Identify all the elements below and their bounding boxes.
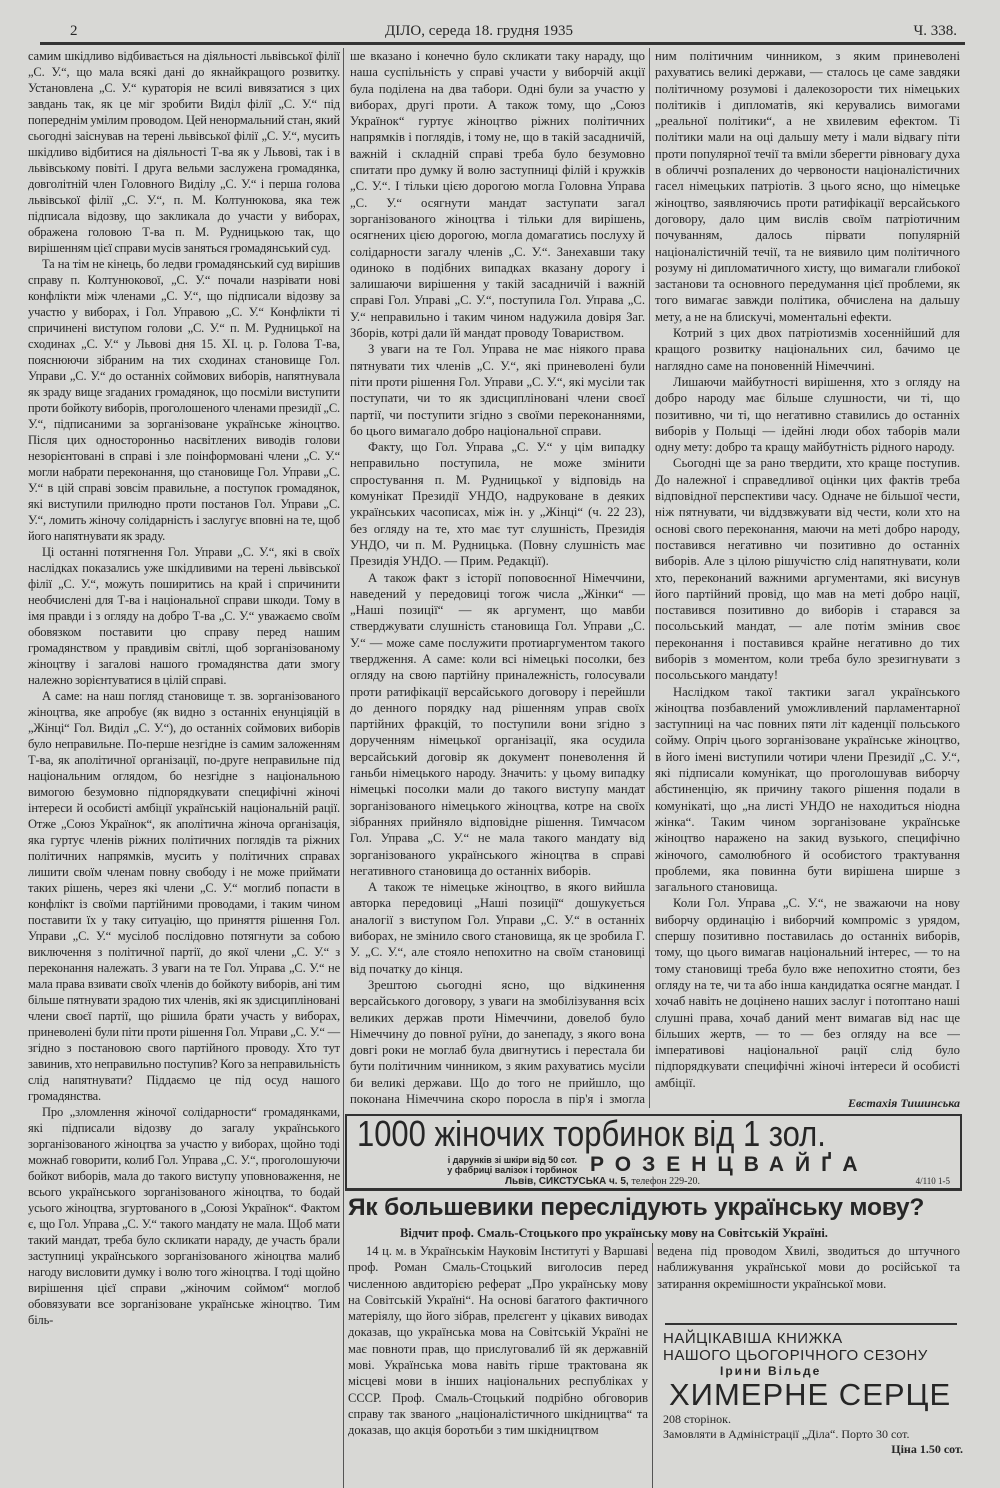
ad-details <box>387 1155 577 1175</box>
paragraph: З уваги на те Гол. Управа не має ніякого права пятнувати тих членів „С. У.“, які приневолені були піти проти рішення Гол. Управи „С. У.“, які мусіли так поступати, чи то як здисципліновані члени своєї партії, чи поступити згідно з своїми переконаннями, бо цього вимагало добро національної справи. <box>350 342 645 438</box>
news-column-1 <box>348 1243 648 1439</box>
ad-line: у фабриці валізок і торбинок <box>447 1165 577 1175</box>
paragraph: А також факт з історії поповоєнної Німеччини, наведений у передовиці тогож числа „Жінки“ — „Наші позиції“ — як аргумент, що мавби стверджувати слушність становища Гол. Управи „С. У.“ — може саме послужити протиаргументом такого твердження. А саме: коли всі німецькі посолки, без огляду на свою партійну приналежність, голосували проти ратифікації версайського договору і перейшли до денного порядку над рішенням управ своїх партійних фракцій, то поступили вони згідно з дорученням німецької організації, яка осудила версайський договір як документ поневолення й ганьби німецького народу. Значить: у цьому випадку німецькі посолки мали до такого виступу мандат зорганізованого німецького жіноцтва, котре на своїх зібраннях прийняло відповідне рішення. Тимчасом Гол. Управа „С. У.“ не мала такого мандату від зорганізованого українського жіноцтва в справі негативного становища до останніх виборів. <box>350 570 645 878</box>
paragraph: Факту, що Гол. Управа „С. У.“ у цім випадку неправильно поступила, не може змінити спростування п. М. Рудницької у відповідь на комунікат Президії УНДО, надруковане в деяких українських часописах, між ін. у „Жінці“ (ч. 22 23), без огляду на те, хто має тут слушність, Президія УНДО, чи п. М. Рудницька. (Повну слушність має Президія УНДО. — Прим. Редакції). <box>350 440 645 569</box>
ad-line: і дарунків зі шкіри від 50 сот. <box>447 1155 577 1165</box>
news-column-2 <box>657 1243 960 1292</box>
page-header <box>40 20 965 42</box>
paragraph: Наслідком такої тактики загал українського жіноцтва позбавлений уможливлений парламентарної заступниці на час повних пяти літ каденції польського сойму. Опріч цього зорганізоване українське жіноцтво, в його імені виступили чотири члени Президії „С. У.“, які підписали комунікат, що проголошував виборчу абстиненцію, як причину такого рішення подали в комунікаті, що „на листі УНДО не находиться ніодна жінка“. Таким чином зорганізоване українське жіноцтво наражено на закид вузького, специфічно жіночого, самолюбного й особистого трактування проблеми, яка повинна бути вирішена ширше з загального становища. <box>655 684 960 895</box>
ad-address <box>505 1176 700 1187</box>
news-headline: Як большевики переслідують українську мову? <box>348 1194 925 1221</box>
issue-number: Ч. 338. <box>913 23 957 39</box>
ad-phone: телефон 229-20. <box>631 1176 701 1187</box>
paragraph: Лишаючи майбутності вирішення, хто з огляду на добро народу має більше слушности, чи ті, що позитивно, чи ті, що негативно ставились до останніх виборів у Польщі — ідейні люди обох таборів мали одну мету: добро та кращу майбутність рідного народу. <box>655 374 960 455</box>
column-divider <box>652 1243 653 1488</box>
book-order-info: Замовляти в Адміністрації „Діла“. Порто 30 сот. <box>663 1427 910 1441</box>
book-pages: 208 сторінок. <box>663 1412 731 1426</box>
paragraph: Зрештою сьогодні ясно, що відкинення версайського договору, з уваги на змобілізування всіх великих держав проти Німеччини, довелоб було Німеччину до повної руїни, до занепаду, з якого вона довгі роки не моглаб була двигнутись і перестала би бути політичним чинником, з яким рахуватись мусіли би великі держави. Що до того не прийшло, що поконана Німеччина скоро поросла в пір'я і змогла <box>350 977 645 1106</box>
paragraph: Та на тім не кінець, бо ледви громадянський суд вирішив справу п. Колтунюкової, „С. У.“ почали назрівати нові конфлікти між членами „С. У.“, що підписали відозву за участю у виборах, і Гол. Управою „С. У.“ Конфлікти ті спричинені виступом голови „С. У.“ п. М. Рудницької на сходинах „С. У.“ у Львові дня 15. XI. ц. р. Голова Т-ва, пояснюючи зібраним на тих сходинах становище Гол. Управи „С. У.“ до останніх соймових виборів, напятнувала як зраду вище згаданих громадянок, що посміли виступити проти бойкоту виборів, проголошеного членами президії „С. У.“, підписаними за зорганізоване українське жіноцтво. Після цих односторонньо насвітлених виводів голови незорієнтовані в справі і зле поінформовані члени „С. У.“ могли набрати переконання, що становище Гол. Управи „С. У.“ в цій справі зовсім правильне, а поступок громадянок, які виступили прилюдно проти постанов Гол. Управи „С. У.“, ломить жіночу солідарність і заслугує вповні на те, щоб його напятнувати як зраду. <box>28 257 340 543</box>
news-subheadline: Відчит проф. Смаль-Стоцького про українську мову на Совітській Україні. <box>400 1226 828 1240</box>
book-author: Ірини Вільде <box>720 1364 822 1378</box>
article-column-2 <box>350 48 645 1108</box>
ad-street: Львів, СИКСТУСЬКА ч. 5, <box>505 1176 629 1187</box>
paragraph: Ці останні потягнення Гол. Управи „С. У.“, які в своїх наслідках показались уже шкідливими на терені львівської філії „С. У.“, можуть поширитись на край і спричинити необчислені для Т-ва і національної справи шкоди. Тому в імя правди і з огляду на добро Т-ва „С. У.“ уважаємо своїм обовязком поставити цю справу перед нашим громадянством у правдивім світлі, щоб зорганізованому жіноцтву і загалові нашого громадянства дати змогу належно зорієнтуватися в цілій справі. <box>28 545 340 687</box>
ad-headline: 1000 жіночих торбинок від 1 зол. <box>357 1113 826 1154</box>
book-price: Ціна 1.50 сот. <box>891 1442 963 1456</box>
paragraph: ним політичним чинником, з яким приневолені рахуватись великі держави, — сталось це саме завдяки політичному розумові і далекозорости тих німецьких політиків і дипломатів, які керувались вимогами „реальної політики“, а не хвилевим ефектом. Ті політики мали на оці дальшу мету і мали відвагу піти проти популярної течії та вміли зберегти рівновагу духа в обличчі розпалених до червоности націоналістичних гасел німецьких патріотів. З цього ясно, що німецьке жіноцтво, заявляючись проти ратифікації версайського договору, дало цим вислів своїм патріотичним почуванням, далось пірвати популярній націоналістичній течії, та не виявило цим політичного розуму ні дипломатичного хисту, що вимагали глибокої застанови та основного передумання цієї проблеми, як того вимагає завжди політика, обчислена на дальшу мету, а не на блискучі, моментальні ефекти. <box>655 49 960 324</box>
paragraph: ше вказано і конечно було скликати таку нараду, що наша суспільність у справі участи у виборчій акції була поділена на два табори. Одні були за участю у виборах, другі проти. А також тому, що „Союз Українок“ гуртує жіноцтво ріжних політичних напрямків і поглядів, і тому не, що в такій засадничій, важній і складній справі треба було безумовно спитати про думку й волю заступниці філій і кружків „С. У.“. І тільки цією дорогою могла Головна Управа „С. У.“ осягнути мандат заступати загал зорганізованого жіноцтва і тільки для вирішень, осягнених цією дорогою, могла домагатись послуху й солідарности загалу членів „С. У.“. Занехавши таку одиноко в подібних випадках вказану дорогу і залишаючи вирішення у такій засадничій і важній справі Гол. Управі „С. У.“, поступила Гол. Управа „С. У.“ неправильно і таким чином надужила довіря Заг. Зборів, котрі дали їй мандат проводу Товариством. <box>350 49 645 341</box>
ad-brand: РОЗЕНЦВАЙҐА <box>590 1153 869 1176</box>
paragraph: Коли Гол. Управа „С. У.“, не зважаючи на нову виборчу ординацію і виборчий компроміс з урядом, спершу позитивно поставилась до останніх виборів, тому, що цього вимагав національний інтерес, — то на тому становищі треба було вже непохитно стояти, без огляду на те, чи та або інша кандидатка осягне мандат. І хочаб навіть не доцінено наших заслуг і потоптано наші слушні права, хочаб даний мент вимагав від нас ще більших жертв, — то — без огляду на все — імперативові національної рації слід було підпорядкувати специфічні жіночі інтереси й особисті амбіції. <box>655 896 960 1090</box>
column-divider <box>649 48 650 1108</box>
paragraph: самим шкідливо відбивається на діяльності львівської філії „С. У.“, що мала всякі дані до якнайкращого розвитку. Установлена „С. У.“ кураторія не всилі вивязатися з цих завдань так, як це міг зробити Виділ філії „С. У.“ під попереднім умілим проводом. Цей ненормальний стан, який сьогодні заіснував на терені львівської філії „С. У.“, мусить шкідливо відбитися на діяльності Т-ва як у Львові, так і в львівському повіті. І друга вельми заслужена громадянка, довголітній член Головного Виділу „С. У.“ і перша голова львівської філії „С. У.“, п. М. Колтунюкова, яка теж підписала відозву, що закликала до участи у виборах, ображена головою Т-ва п. М. Рудницькою так, що вирішенням цієї справи мусів заняться громадянський суд. <box>28 49 340 255</box>
ad-code: 4/110 1-5 <box>915 1176 950 1186</box>
paragraph: А саме: на наш погляд становище т. зв. зорганізованого жіноцтва, яке апробує (як видно з останніх енунціяцій в „Жінці“ Гол. Виділ „С. У.“), до останніх соймових виборів було неправильне. По-перше незгідне із самим заложенням Т-ва, як аполітичної організації, по-друге неправильне під національним оглядом, бо незгідне з національною вимогою безумовно підпорядкувати специфічні жіночі інтереси й особисті амбіції українській національній рації. Отже „Союз Українок“, як аполітична жіноча організація, яка гуртує членів ріжних політичних поглядів та ріжних політичних напрямків, мусить у політичних справах лишити своїм членам повну свободу і не може приймати таких рішень, через які члени „С. У.“ моглиб попасти в конфлікт із своїми партійними проводами, і таким чином поставити їх у таку ситуацію, що приняття рішення Гол. Управи „С. У.“ мусілоб послідовно потягнути за собою виключення з політичної партії, до якої члени „С. У.“ з переконання належать. З уваги на те Гол. Управа „С. У.“ не мала права взивати своїх членів до бойкоту виборів, ані тим більше пятнувати зрадою тих членів, які як здисципліновані члени своєї партії, що рішила брати участь у виборах, приневолені були піти проти рішення Гол. Управи „С. У.“ — згідно з постановою свого партійного проводу. Хто тут завинив, хто неправильно поступив? Кого за неправильність слід напятнувати? Піддаємо це під осуд нашого громадянства. <box>28 689 340 1103</box>
paragraph: ведена під проводом Хвилі, зводиться до штучного наближування української мови до російської та затирання окремішности української мови. <box>657 1244 960 1291</box>
paragraph: Сьогодні ще за рано твердити, хто краще поступив. До належної і справедливої оцінки цих фактів треба відповідної перспективи часу. Одначе не більшої чести, ніж пятнувати, чи віддзвжувати від чести, коли хто на основі свого переконання, маючи на меті добро народу, поставився негативно чи позитивно до останніх виборів. Але з цілою рішучістю слід напятнувати, коли хто, переконаний важними аргументами, які висунув його партійний провід, що мав на меті добро нації, поставився позитивно до виборів і старався за посольський мандат, — але потім змінив своє переконання і поставився крайне негативно до тих виборів з моментом, коли треба було зрезигнувати з посольського мандату! <box>655 456 960 683</box>
advertisement-bags <box>345 1114 962 1191</box>
header-rule <box>40 42 965 45</box>
book-ad-line: НАЙЦІКАВІША КНИЖКА <box>663 1330 843 1347</box>
article-column-1 <box>28 48 340 1328</box>
paragraph: Про „зломлення жіночої солідарности“ громадянками, які підписали відозву до загалу українського зорганізованого жіноцтва за участю у виборах, щойно тоді можнаб говорити, колиб Гол. Управа „С. У.“, проголошуючи бойкот виборів, мала до такого виступу уповноваження, не всього українського зорганізованого жіноцтва, то бодай усього жіноцтва, згуртованого в „Союзі Українок“. Фактом є, що Гол. Управа „С. У.“ такого мандату не мала. Щоб мати такий мандат, треба було скликати нараду, де участь брали заступниці українського зорганізованого жіноцтва малиб нагоду висловити думку і волю того жіноцтва. І тоді щойно вирішення цієї справи „жіночим соймом“ моглоб обовязувати все зорганізоване українське жіноцтво. Тим біль- <box>28 1105 340 1327</box>
author-signature: Евстахія Тишинська <box>847 1096 960 1108</box>
paragraph: А також те німецьке жіноцтво, в якого вийшла авторка передовиці „Наші позиції“ дошукується аналогії з виступом Гол. Управи „С. У.“ в останніх виборах, не змінило свого становища, як це зробила Г. У. „С. У.“, але стояло непохитно на своїм становищі від початку до кінця. <box>350 880 645 976</box>
paragraph: 14 ц. м. в Українськім Науковім Інституті у Варшаві проф. Роман Смаль-Стоцький виголосив перед численною авдиторією реферат „Про українську мову на Совітській Україні“. На основі багатого фактичного матеріялу, що його зібрав, прелєгент у цікавих виводах доказав, що українська мова на Совітській Україні не має повноти прав, що прислуговалиб їй як державній мові. Українська мова навіть гірше трактована як місцеві мови в інших національних республіках у СССР. Проф. Смаль-Стоцький подрібно обговорив справу так званого „націоналістичного шкідництва“ та доказав, що акція боротьби з тим шкідництвом <box>348 1244 648 1438</box>
advertisement-book <box>663 1330 963 1457</box>
paragraph: Котрий з цих двох патріотизмів хосеннійший для кращого розвитку національних сил, бачимо це наглядно саме на поновенній Німеччині. <box>655 326 960 373</box>
column-divider <box>343 48 344 1488</box>
book-ad-line: НАШОГО ЦЬОГОРІЧНОГО СЕЗОНУ <box>663 1347 928 1364</box>
page-number: 2 <box>70 23 78 39</box>
ad-divider <box>665 1323 957 1325</box>
masthead-date: ДІЛО, середа 18. грудня 1935 <box>385 23 574 39</box>
article-column-3 <box>655 48 960 1108</box>
book-title: ХИМЕРНЕ СЕРЦЕ <box>669 1377 952 1412</box>
